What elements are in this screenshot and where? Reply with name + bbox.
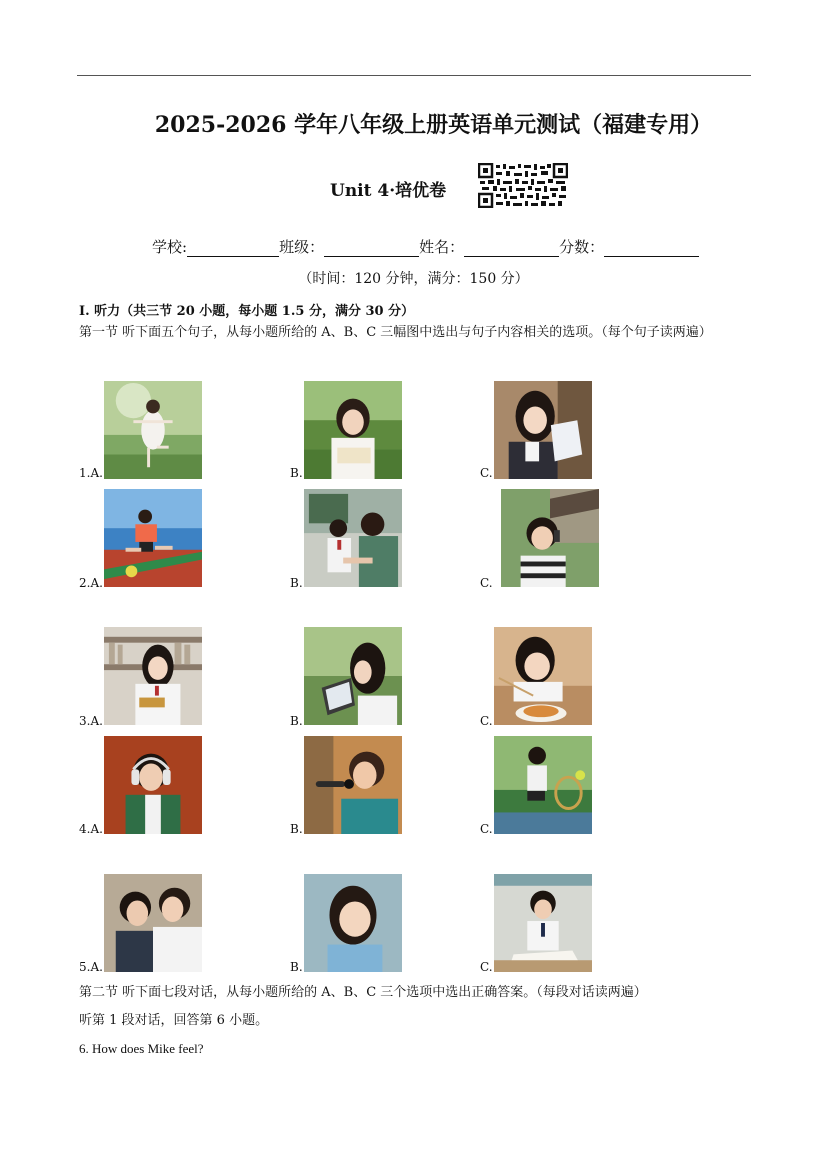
part2-instructions: 第二节 听下面七段对话，从每小题所给的 A、B、C 三个选项中选出正确答案。（每段对话读两遍） <box>79 985 647 1000</box>
qr-code-icon <box>478 163 568 208</box>
school-label: 学校: <box>152 238 188 256</box>
option-label: C. <box>480 466 493 480</box>
photo-boy-on-phone <box>501 489 599 587</box>
top-rule <box>77 75 751 76</box>
option-label: 3.A. <box>79 714 103 728</box>
page-title: 2025-2026 学年八年级上册英语单元测试（福建专用） <box>154 112 713 138</box>
photo-girl-smiling <box>304 874 402 972</box>
photo-girl-jumping <box>104 381 202 479</box>
photo-girl-reading-outdoors <box>304 381 402 479</box>
score-field[interactable] <box>604 238 699 257</box>
option-label: B. <box>290 576 303 590</box>
name-label: 姓名： <box>419 238 465 256</box>
option-label: B. <box>290 960 303 974</box>
listen-note: 听第 1 段对话，回答第 6 小题。 <box>79 1013 269 1028</box>
class-label: 班级： <box>279 238 325 256</box>
option-label: B. <box>290 466 303 480</box>
photo-students-talking <box>304 489 402 587</box>
photo-boy-with-headphones <box>104 736 202 834</box>
question-6: 6. How does Mike feel? <box>79 1041 204 1056</box>
option-label: B. <box>290 714 303 728</box>
option-label: 5.A. <box>79 960 103 974</box>
score-label: 分数： <box>559 238 605 256</box>
option-label: B. <box>290 822 303 836</box>
option-label: C. <box>480 714 493 728</box>
photo-boy-singing <box>304 736 402 834</box>
option-label: 1.A. <box>79 466 103 480</box>
photo-girl-reading-paper <box>494 381 592 479</box>
photo-boy-kicking-ball <box>104 489 202 587</box>
student-info-line <box>152 236 699 257</box>
photo-girl-eating-noodles <box>494 627 592 725</box>
option-label: 4.A. <box>79 822 103 836</box>
name-field[interactable] <box>464 238 559 257</box>
option-label: C. <box>480 822 493 836</box>
photo-girl-with-tablet <box>304 627 402 725</box>
school-field[interactable] <box>187 238 279 257</box>
option-label: C. <box>480 960 493 974</box>
photo-girl-reading-library <box>104 627 202 725</box>
photo-two-boys-talking <box>104 874 202 972</box>
time-score-line: （时间：120 分钟，满分：150 分） <box>298 271 529 287</box>
photo-boy-playing-tennis <box>494 736 592 834</box>
option-label: 2.A. <box>79 576 103 590</box>
class-field[interactable] <box>324 238 419 257</box>
option-label: C. <box>480 576 493 590</box>
photo-boy-studying <box>494 874 592 972</box>
section-heading: I. 听力（共三节 20 小题，每小题 1.5 分，满分 30 分） <box>79 304 415 319</box>
part1-instructions: 第一节 听下面五个句子，从每小题所给的 A、B、C 三幅图中选出与句子内容相关的选项。（每个句子读两遍） <box>79 325 712 340</box>
unit-subtitle: Unit 4·培优卷 <box>330 181 447 201</box>
